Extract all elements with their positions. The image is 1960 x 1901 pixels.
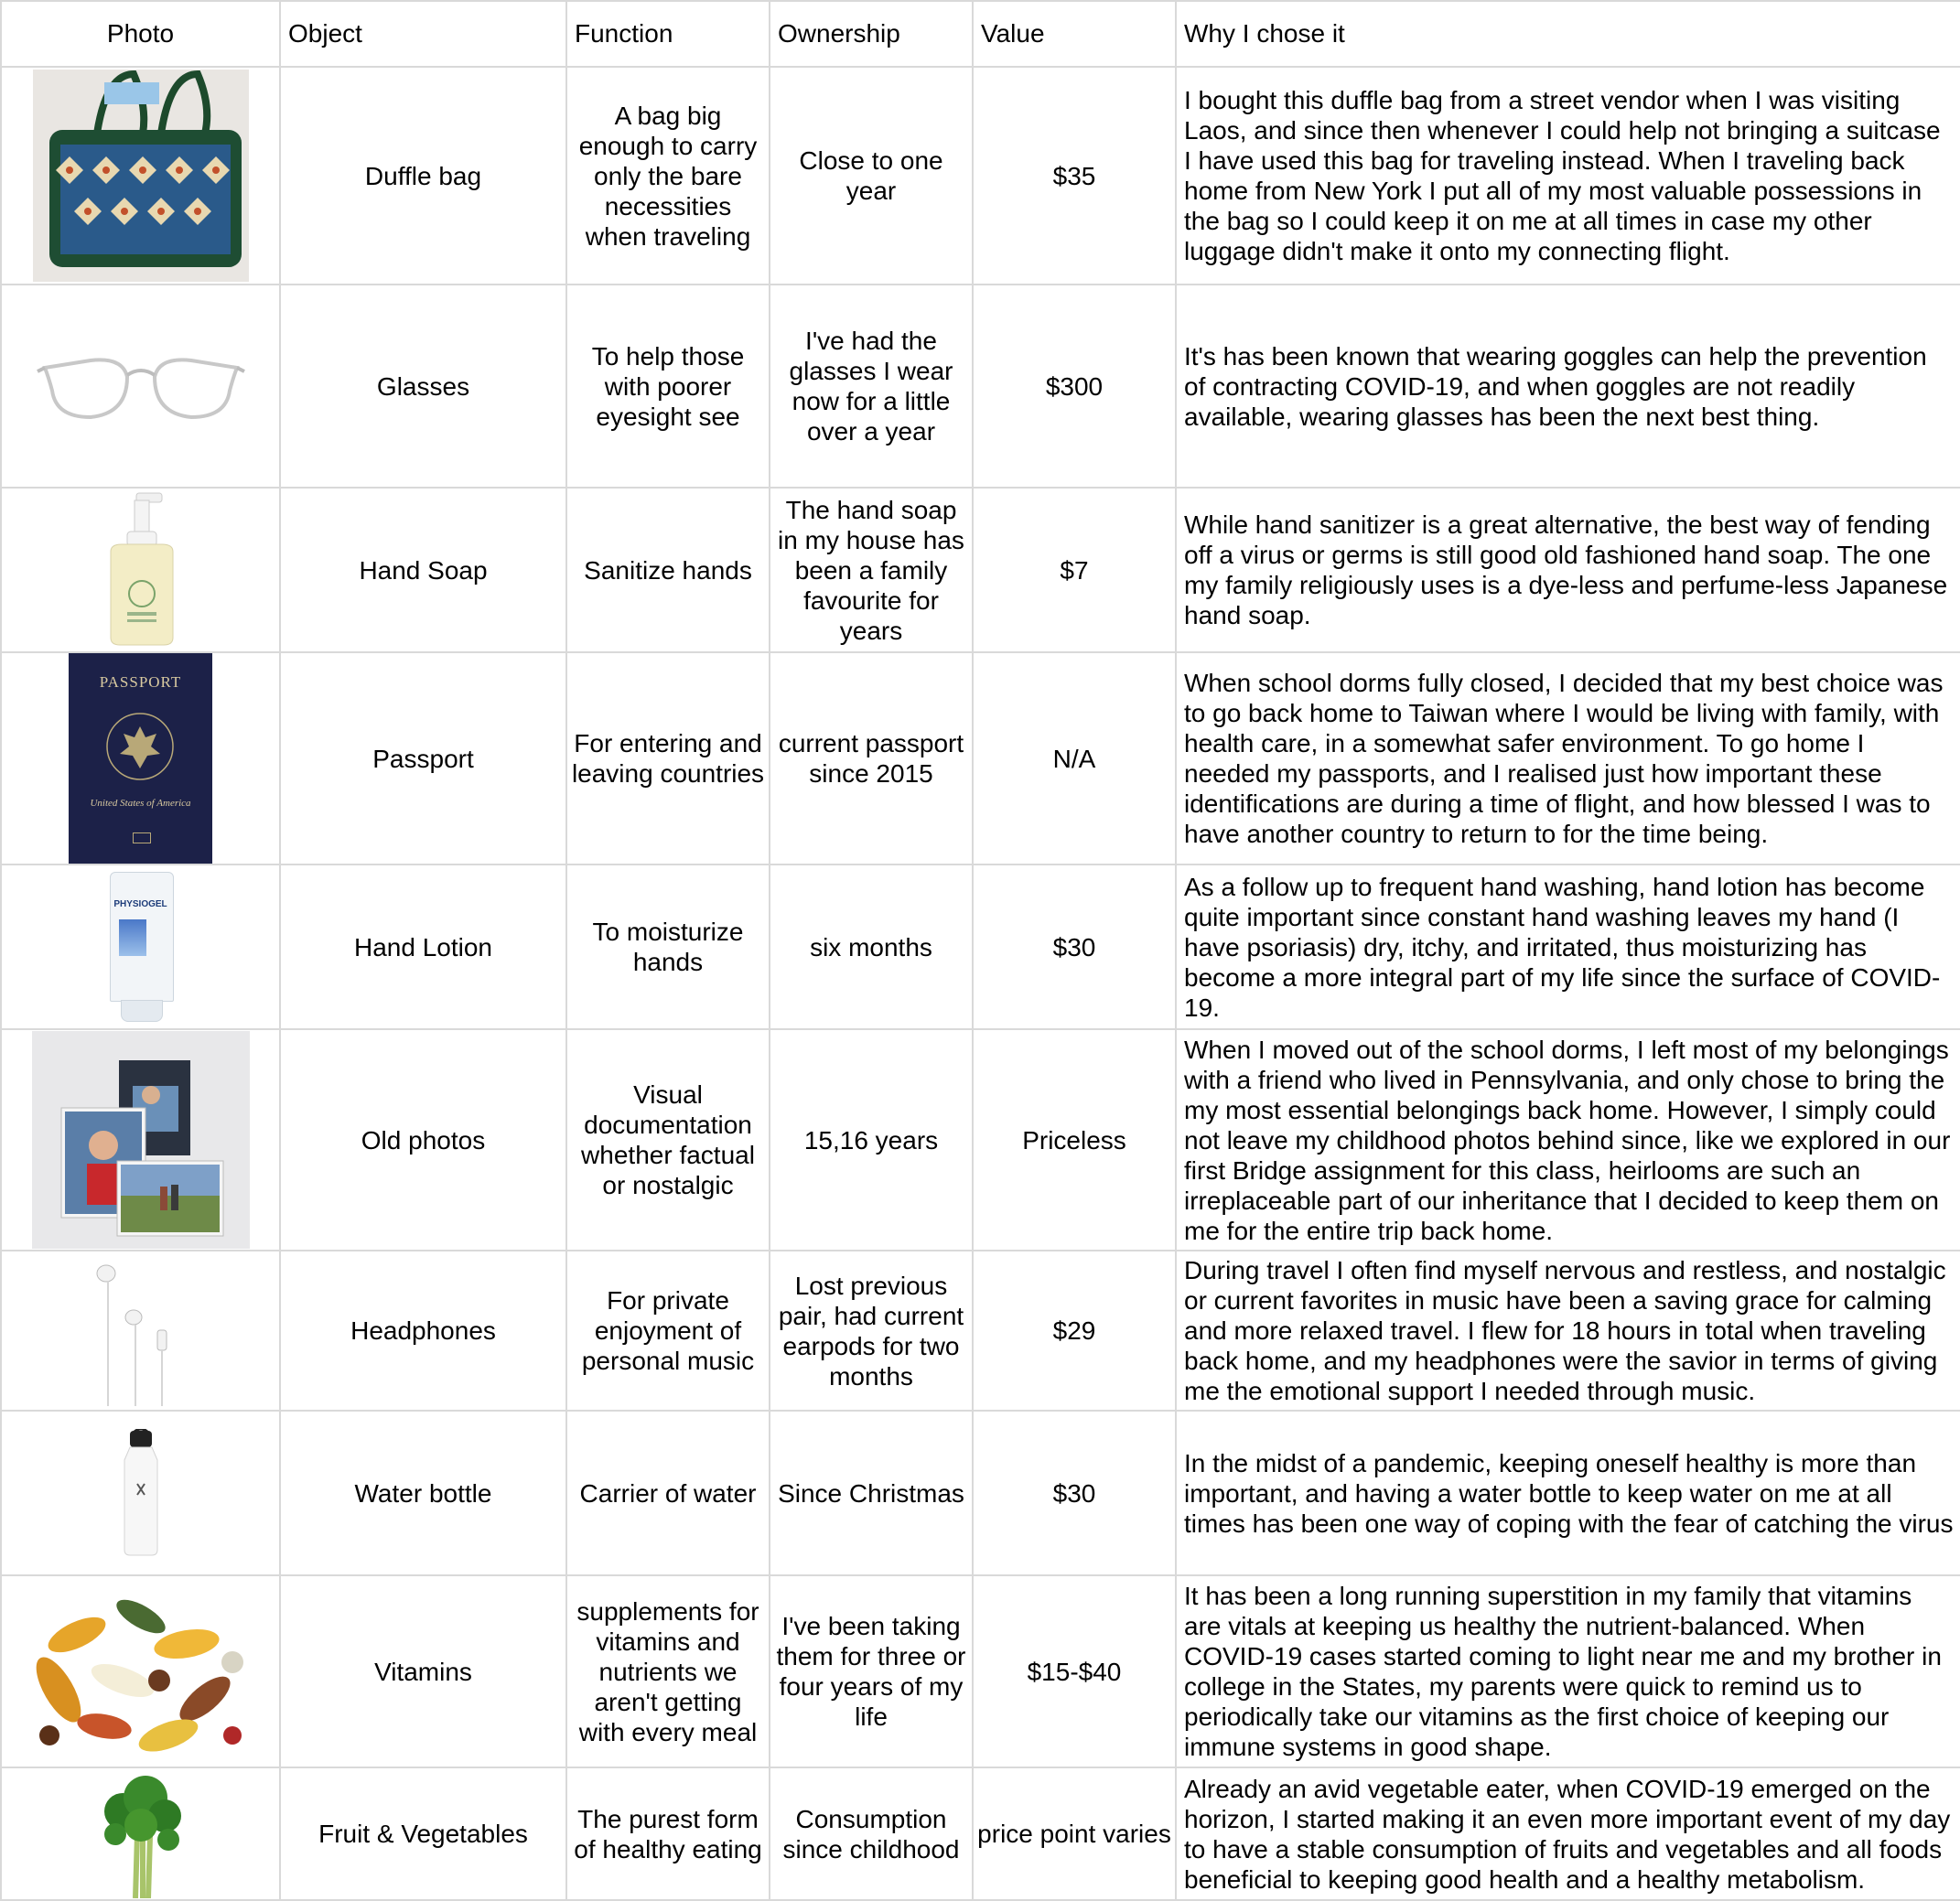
ownership-cell: Consumption since childhood [770,1767,973,1900]
object-cell: Old photos [280,1029,566,1251]
table-row [1,1575,1960,1767]
header-photo: Photo [1,1,280,67]
vegetables-photo [95,1770,187,1898]
duffle-bag-photo [33,70,249,282]
table-row [1,652,1960,865]
function-cell: To help those with poorer eyesight see [566,285,770,488]
vitamins-photo [22,1580,260,1763]
header-ownership: Ownership [770,1,973,67]
passport-photo [69,653,212,864]
value-cell: $15-$40 [973,1575,1176,1767]
ownership-cell: six months [770,865,973,1029]
function-cell: Carrier of water [566,1411,770,1575]
function-cell: For entering and leaving countries [566,652,770,865]
value-cell: $30 [973,1411,1176,1575]
glasses-photo [36,340,246,432]
table-row [1,1411,1960,1575]
why-cell: In the midst of a pandemic, keeping oneself healthy is more than important, and having a water bottle to keep water on me at all times has been one way of coping with the fear of catching the virus [1176,1411,1960,1575]
passport-country: United States of America [90,798,191,809]
photo-cell [1,1411,280,1575]
function-cell: Visual documentation whether factual or nostalgic [566,1029,770,1251]
photo-cell [1,488,280,652]
why-cell: Already an avid vegetable eater, when COVID-19 emerged on the horizon, I started making it an even more important event of my day to have a stable consumption of fruits and vegetables and all foods beneficial to keeping good health and a healthy metabolism. [1176,1767,1960,1900]
eagle-seal-icon [103,710,177,783]
ownership-cell: 15,16 years [770,1029,973,1251]
table-row [1,67,1960,285]
photo-cell [1,1251,280,1411]
table-row [1,1767,1960,1900]
value-cell: $300 [973,285,1176,488]
photo-cell [1,1029,280,1251]
table-row [1,1251,1960,1411]
table-row [1,285,1960,488]
function-cell: Sanitize hands [566,488,770,652]
ownership-cell: I've been taking them for three or four years of my life [770,1575,973,1767]
photo-cell [1,1767,280,1900]
function-cell: supplements for vitamins and nutrients we aren't getting with every meal [566,1575,770,1767]
why-cell: It has been a long running superstition in my family that vitamins are vitals at keeping us healthy the nutrient-balanced. When COVID-19 cases started coming to light near me and my brother in college in the States, my parents were quick to remind us to periodically take our vitamins as the first choice of keeping our immune systems in good shape. [1176,1575,1960,1767]
why-cell: While hand sanitizer is a great alternative, the best way of fending off a virus or germs is still good old fashioned hand soap. The one my family religiously uses is a dye-less and perfume-less Japanese hand soap. [1176,488,1960,652]
why-cell: When school dorms fully closed, I decided that my best choice was to go back home to Taiwan where I would be living with family, with health care, in a somewhat safer environment. To go home I needed my passports, and I realised just how important these identifications are during a time of flight, and how blessed I was to have another country to return to for the time being. [1176,652,1960,865]
object-cell: Headphones [280,1251,566,1411]
header-function: Function [566,1,770,67]
hand-lotion-photo [104,872,178,1023]
passport-title: PASSPORT [99,673,182,691]
object-cell: Water bottle [280,1411,566,1575]
ownership-cell: The hand soap in my house has been a family favourite for years [770,488,973,652]
why-cell: It's has been known that wearing goggles can help the prevention of contracting COVID-19, and when goggles are not readily available, wearing glasses has been the next best thing. [1176,285,1960,488]
table-row [1,865,1960,1029]
table-row [1,1029,1960,1251]
value-cell: $7 [973,488,1176,652]
photo-cell [1,865,280,1029]
ownership-cell: I've had the glasses I wear now for a little over a year [770,285,973,488]
object-cell: Fruit & Vegetables [280,1767,566,1900]
object-cell: Duffle bag [280,67,566,285]
object-cell: Hand Lotion [280,865,566,1029]
water-bottle-photo [113,1429,168,1557]
ownership-cell: Close to one year [770,67,973,285]
object-cell: Passport [280,652,566,865]
table-row [1,488,1960,652]
chip-icon [133,832,151,843]
object-cell: Vitamins [280,1575,566,1767]
function-cell: The purest form of healthy eating [566,1767,770,1900]
function-cell: For private enjoyment of personal music [566,1251,770,1411]
value-cell: price point varies [973,1767,1176,1900]
photo-cell [1,67,280,285]
function-cell: To moisturize hands [566,865,770,1029]
ownership-cell: Since Christmas [770,1411,973,1575]
why-cell: During travel I often find myself nervous and restless, and nostalgic or current favorites in music have been a saving grace for calming and more relaxed travel. I flew for 18 hours in total when traveling back home, and my headphones were the savior in terms of giving me the emotional support I needed through music. [1176,1251,1960,1411]
value-cell: $35 [973,67,1176,285]
why-cell: As a follow up to frequent hand washing, hand lotion has become quite important since constant hand washing leaves my hand (I have psoriasis) dry, itchy, and irritated, thus moisturizing has become a more integral part of my life since the surface of COVID-19. [1176,865,1960,1029]
value-cell: $29 [973,1251,1176,1411]
value-cell: $30 [973,865,1176,1029]
photo-cell [1,1575,280,1767]
photo-cell [1,652,280,865]
hand-soap-photo [100,491,182,649]
function-cell: A bag big enough to carry only the bare necessities when traveling [566,67,770,285]
header-row [1,1,1960,67]
value-cell: Priceless [973,1029,1176,1251]
photo-cell [1,285,280,488]
object-cell: Glasses [280,285,566,488]
header-why: Why I chose it [1176,1,1960,67]
why-cell: I bought this duffle bag from a street vendor when I was visiting Laos, and since then whenever I could help not bringing a suitcase I have used this bag for traveling instead. When I traveling back home from New York I put all of my most valuable possessions in the bag so I could keep it on me at all times in case my other luggage didn't make it onto my connecting flight. [1176,67,1960,285]
headphones-photo [86,1255,196,1406]
ownership-cell: Lost previous pair, had current earpods for two months [770,1251,973,1411]
value-cell: N/A [973,652,1176,865]
why-cell: When I moved out of the school dorms, I left most of my belongings with a friend who lived in Pennsylvania, and only chose to bring the my most essential belongings back home. However, I simply could not leave my childhood photos behind since, like we explored in our first Bridge assignment for this class, heirlooms are such an irreplaceable part of our inheritance that I decided to keep them on me for the entire trip back home. [1176,1029,1960,1251]
object-cell: Hand Soap [280,488,566,652]
header-object: Object [280,1,566,67]
lotion-brand-label: PHYSIOGEL [113,898,167,909]
header-value: Value [973,1,1176,67]
ownership-cell: current passport since 2015 [770,652,973,865]
old-photos-photo [32,1031,250,1249]
